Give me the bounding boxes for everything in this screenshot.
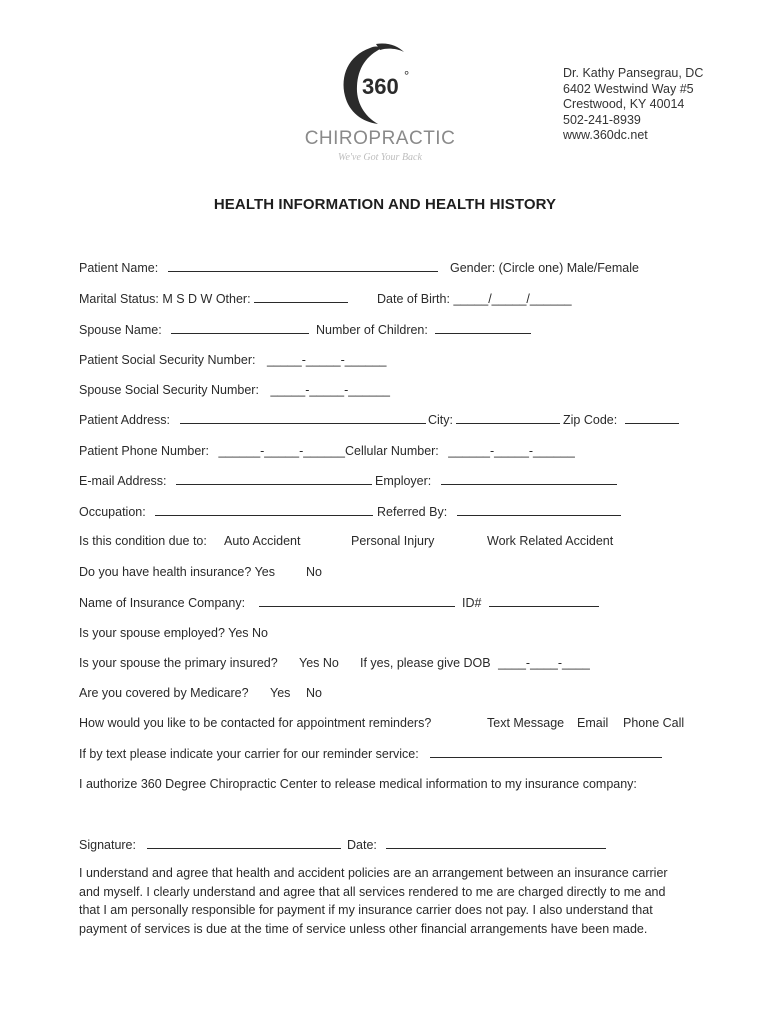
logo-word: CHIROPRACTIC [304,128,456,149]
clinic-website: www.360dc.net [563,128,648,142]
street-address: 6402 Westwind Way #5 [563,81,694,96]
spouse-ssn-blank[interactable]: _____-_____-______ [270,383,390,397]
spouse-dob-label: If yes, please give DOB [360,656,491,670]
insurance-no-option[interactable]: No [306,565,322,579]
authorization-statement: I authorize 360 Degree Chiropractic Center to release medical information to my insurance company: [79,777,637,791]
city-label: City: [428,413,453,427]
doctor-name: Dr. Kathy Pansegrau, DC [563,66,704,80]
signature-label: Signature: [79,838,136,852]
patient-name-label: Patient Name: [79,261,159,275]
insurance-company-line[interactable] [259,594,455,607]
patient-ssn-row [79,351,387,369]
insurance-question[interactable]: Do you have health insurance? Yes [79,565,275,579]
contact-email-option[interactable]: Email [577,716,609,730]
signature-row [79,836,341,854]
signature-line[interactable] [147,836,341,849]
carrier-label: If by text please indicate your carrier for our reminder service: [79,747,419,761]
option-personal-injury[interactable]: Personal Injury [351,534,435,548]
zip-label: Zip Code: [563,413,618,427]
patient-name-line[interactable] [168,259,438,272]
occupation-line[interactable] [155,503,373,516]
insurance-company-label: Name of Insurance Company: [79,596,246,610]
spouse-ssn-label: Spouse Social Security Number: [79,383,259,397]
clinic-phone: 502-241-8939 [563,112,641,127]
spouse-name-label: Spouse Name: [79,323,162,337]
patient-address-line[interactable] [180,411,426,424]
phone-row [79,442,345,460]
email-row [79,472,372,490]
spouse-name-line[interactable] [171,321,309,334]
insurance-id-row [462,594,599,612]
children-line[interactable] [435,321,531,334]
spouse-dob-blank[interactable]: ____-____-____ [498,656,590,670]
patient-phone-blank[interactable]: ______-_____-______ [218,444,345,458]
referred-by-label: Referred By: [377,505,448,519]
insurance-id-line[interactable] [489,594,599,607]
occupation-row [79,503,373,521]
medicare-yes-option[interactable]: Yes [270,686,291,700]
city-row [428,411,560,429]
option-auto-accident[interactable]: Auto Accident [224,534,301,548]
logo-degree: ° [404,68,410,83]
cellular-blank[interactable]: ______-_____-______ [448,444,575,458]
gender-label: Gender: (Circle one) Male/Female [450,261,639,275]
email-line[interactable] [176,472,372,485]
employer-line[interactable] [441,472,617,485]
dob-blank[interactable]: _____/_____/______ [453,292,572,306]
marital-other-line[interactable] [254,290,348,303]
email-label: E-mail Address: [79,474,167,488]
date-label: Date: [347,838,377,852]
cellular-label: Cellular Number: [345,444,439,458]
form-title: HEALTH INFORMATION AND HEALTH HISTORY [213,196,557,213]
medicare-question: Are you covered by Medicare? [79,686,249,700]
dob-row [377,290,572,308]
clinic-logo [300,42,460,172]
insurance-id-label: ID# [462,596,482,610]
agreement-paragraph: I understand and agree that health and accident policies are an arrangement between an insurance carrier and myself. I clearly understand and agree that all services rendered to me are charged directly to me and that I am personally responsible for payment if my insurance carrier does not pay. I also understand that payment of services is due at the time of service unless other financial arrangements have been made. [79,866,668,936]
zip-line[interactable] [625,411,679,424]
logo-number: 360 [362,74,399,99]
contact-question: How would you like to be contacted for appointment reminders? [79,716,432,730]
option-work-accident[interactable]: Work Related Accident [487,534,614,548]
carrier-row [79,745,662,763]
cell-row [345,442,575,460]
spouse-primary-options[interactable]: Yes No [299,656,339,670]
marital-row [79,290,348,308]
patient-name-row [79,259,438,277]
referred-row [377,503,621,521]
logo-mark [336,42,424,128]
city-state-zip: Crestwood, KY 40014 [563,97,685,111]
contact-text-option[interactable]: Text Message [487,716,565,730]
zip-row [563,411,679,429]
patient-ssn-blank[interactable]: _____-_____-______ [266,353,387,367]
insurance-company-row [79,594,455,612]
medicare-no-option[interactable]: No [306,686,322,700]
condition-question: Is this condition due to: [79,534,207,548]
children-row [316,321,531,339]
spouse-employed-question[interactable]: Is your spouse employed? Yes No [79,626,269,640]
clinic-contact [563,66,703,144]
contact-phone-option[interactable]: Phone Call [623,716,685,730]
carrier-line[interactable] [430,745,662,758]
children-label: Number of Children: [316,323,428,337]
dob-label: Date of Birth: [377,292,450,306]
date-line[interactable] [386,836,606,849]
occupation-label: Occupation: [79,505,146,519]
spouse-primary-question: Is your spouse the primary insured? [79,656,278,670]
date-row [347,836,606,854]
referred-by-line[interactable] [457,503,621,516]
spouse-dob-row [360,654,590,672]
patient-address-label: Patient Address: [79,413,171,427]
spouse-name-row [79,321,309,339]
patient-phone-label: Patient Phone Number: [79,444,209,458]
city-line[interactable] [456,411,560,424]
patient-ssn-label: Patient Social Security Number: [79,353,256,367]
marital-status-label: Marital Status: M S D W Other: [79,292,251,306]
spouse-ssn-row [79,381,390,399]
logo-tagline: We've Got Your Back [338,152,422,163]
address-row [79,411,426,429]
employer-row [375,472,617,490]
employer-label: Employer: [375,474,432,488]
